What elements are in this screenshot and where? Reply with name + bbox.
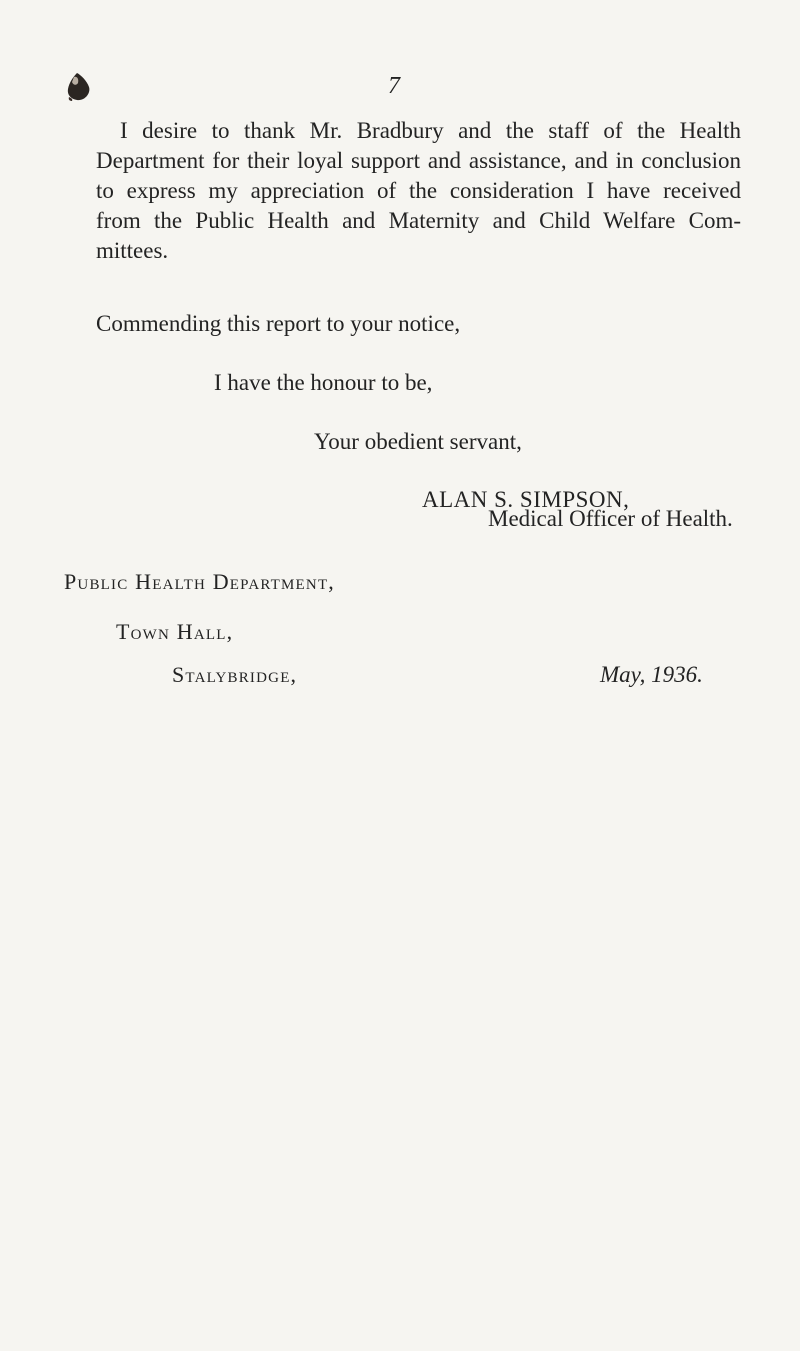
- paragraph-line: I desire to thank Mr. Bradbury and the staff of the Health: [120, 118, 741, 143]
- ink-blot-icon: [63, 71, 95, 103]
- address-department: Public Health Department,: [64, 569, 336, 594]
- signatory-name: ALAN S. SIMPSON,: [422, 487, 630, 512]
- obedient-servant-line: Your obedient servant,: [314, 429, 522, 454]
- page-number: 7: [388, 73, 400, 99]
- address-building: Town Hall,: [116, 619, 234, 644]
- honour-line: I have the honour to be,: [214, 370, 433, 395]
- paragraph-line: mittees.: [96, 238, 169, 263]
- address-town: Stalybridge,: [172, 662, 298, 687]
- acknowledgement-paragraph: [96, 116, 741, 266]
- report-date: May, 1936.: [600, 662, 703, 687]
- paragraph-line: from the Public Health and Maternity and Child Welfare Com-: [96, 208, 741, 233]
- paragraph-line: to express my appreciation of the consideration I have received: [96, 178, 741, 203]
- commending-line: Commending this report to your notice,: [96, 311, 461, 336]
- signatory-title: Medical Officer of Health.: [488, 506, 733, 531]
- paragraph-line: Department for their loyal support and assistance, and in conclusion: [96, 148, 741, 173]
